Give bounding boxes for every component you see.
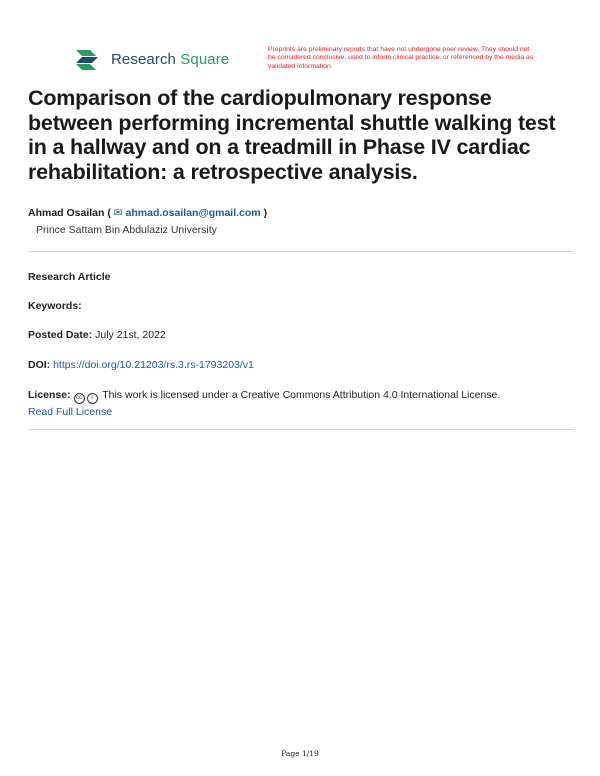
read-full-license-link[interactable]: Read Full License — [28, 406, 113, 418]
doi: DOI: https://doi.org/10.21203/rs.3.rs-1793203/v1 — [28, 359, 254, 371]
author-name: Ahmad Osailan — [28, 207, 105, 219]
research-square-logo-icon — [74, 46, 104, 72]
paper-title: Comparison of the cardiopulmonary response between performing incremental shuttle walking test in a hallway and on a treadmill in Phase IV cardiac rehabilitation: a retrospective analysis. — [28, 86, 556, 184]
logo-text: Research Square — [111, 50, 230, 68]
divider — [28, 251, 573, 252]
author-email-link[interactable]: ahmad.osailan@gmail.com — [125, 207, 261, 219]
license-text: This work is licensed under a Creative Commons Attribution 4.0 International License. — [102, 389, 501, 401]
preprint-disclaimer: Preprints are preliminary reports that have not undergone peer review. They should not be considered conclusive, used to inform clinical practice, or referenced by the media as validated information. — [268, 46, 534, 70]
posted-date: Posted Date: July 21st, 2022 — [28, 329, 166, 341]
cc-icon: cc — [74, 393, 85, 404]
author-affiliation: Prince Sattam Bin Abdulaziz University — [36, 224, 217, 236]
posted-date-value: July 21st, 2022 — [95, 329, 166, 341]
author-line: Ahmad Osailan ( ✉ ahmad.osailan@gmail.com ) — [28, 207, 268, 219]
page-number: Page 1/19 — [281, 749, 319, 758]
license: License: cc i This work is licensed under a Creative Commons Attribution 4.0 International License. — [28, 389, 500, 404]
article-type: Research Article — [28, 271, 111, 283]
email-icon: ✉ — [113, 207, 123, 219]
keywords: Keywords: — [28, 300, 82, 312]
cc-by-icon: i — [87, 393, 98, 404]
research-square-logo[interactable] — [74, 46, 229, 72]
divider — [28, 429, 573, 430]
doi-link[interactable]: https://doi.org/10.21203/rs.3.rs-1793203/v1 — [53, 359, 254, 371]
read-license — [28, 406, 112, 418]
